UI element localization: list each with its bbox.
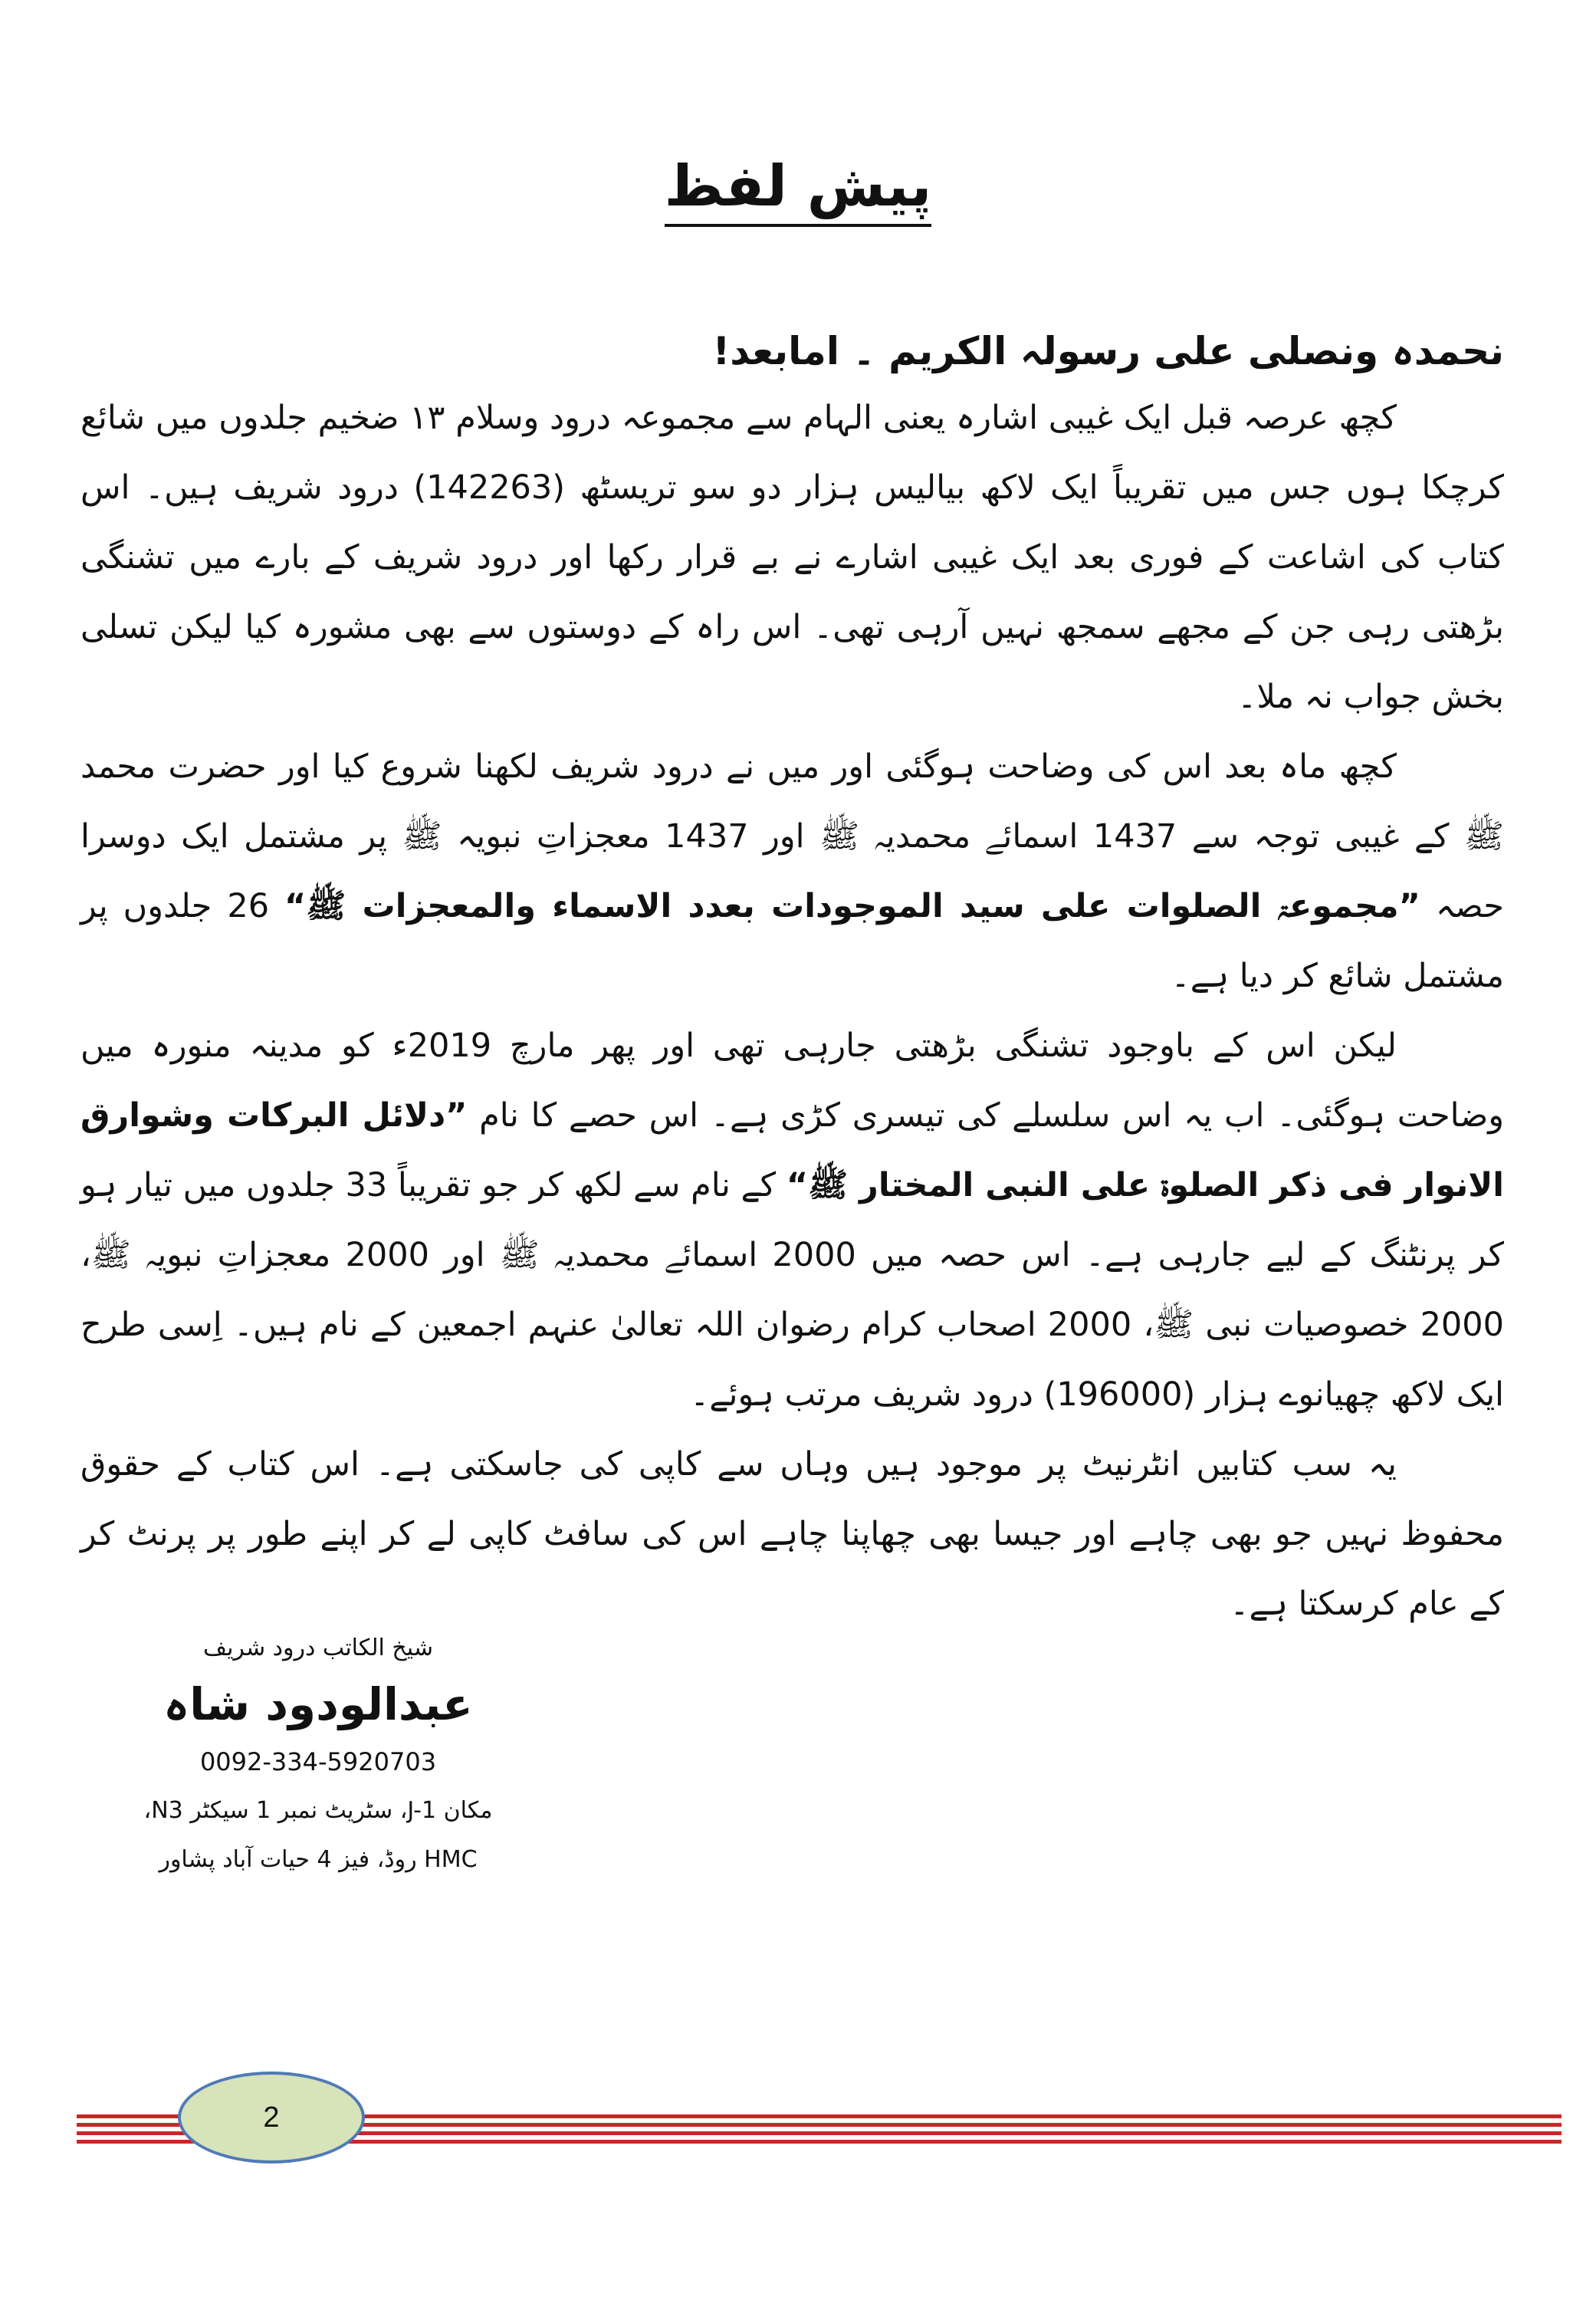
paragraph-2 xyxy=(80,732,1504,1011)
page-number-badge xyxy=(178,2072,365,2164)
paragraph-2-tail: 26 جلدوں پر مشتمل شائع کر دیا ہے۔ xyxy=(80,887,1504,995)
book-title-1: ”مجموعۃ الصلوات علی سید الموجودات بعدد الاسماء والمعجزات ﷺ“ xyxy=(284,887,1420,925)
signature-address-1: مکان J-1، سٹریٹ نمبر 1 سیکٹر N3، xyxy=(143,1797,493,1824)
signature-phone: 0092-334-5920703 xyxy=(199,1747,437,1776)
paragraph-3 xyxy=(80,1011,1504,1430)
paragraph-3-tail: کے نام سے لکھ کر جو تقریباً 33 جلدوں میں تیار ہو کر پرنٹنگ کے لیے جارہی ہے۔ اس حصہ میں 2000 اسمائے محمدیہ ﷺ اور 2000 معجزاتِ نبویہ ﷺ، xyxy=(80,1166,1504,1274)
paragraph-4: یہ سب کتابیں انٹرنیٹ پر موجود ہیں وہاں سے کاپی کی جاسکتی ہے۔ اس کتاب کے حقوق محفوظ نہیں جو بھی چاہے اور جیسا بھی چھاپنا چاہے اس کی سافٹ کاپی لے کر اپنے طور پر پرنٹ کر کے عام کرسکتا ہے۔ xyxy=(80,1445,1504,1623)
page-number: 2 xyxy=(263,2101,280,2134)
paragraph-3-text: لیکن اس کے باوجود تشنگی بڑھتی جارہی تھی اور پھر مارچ 2019ء کو مدینہ منورہ میں وضاحت ہوگئی۔ اب یہ اس سلسلے کی تیسری کڑی ہے۔ اس حصے کا نام xyxy=(80,1027,1504,1135)
signature-name: عبدالودود شاہ xyxy=(163,1678,473,1730)
body-text xyxy=(80,322,1504,1639)
heading-text: پیش لفظ xyxy=(665,153,932,227)
paragraph-2-text: کچھ ماہ بعد اس کی وضاحت ہوگئی اور میں نے درود شریف لکھنا شروع کیا اور حضرت محمد ﷺ کے غیبی توجہ سے 1437 اسمائے محمدیہ ﷺ اور 1437 معجزاتِ نبویہ ﷺ پر مشتمل ایک دوسرا حصہ xyxy=(80,748,1504,925)
page-title xyxy=(0,153,1596,227)
paragraph-1: کچھ عرصہ قبل ایک غیبی اشارہ یعنی الہام سے مجموعہ درود وسلام ۱۳ ضخیم جلدوں میں شائع کرچکا ہوں جس میں تقریباً ایک لاکھ بیالیس ہزار دو سو تریسٹھ (142263) درود شریف ہیں۔ اس کتاب کی اشاعت کے فوری بعد ایک غیبی اشارے نے بے قرار رکھا اور درود شریف کے بارے میں تشنگی بڑھتی رہی جن کے مجھے سمجھ نہیں آرہی تھی۔ اس راہ کے دوستوں سے بھی مشورہ کیا لیکن تسلی بخش جواب نہ ملا۔ xyxy=(80,399,1504,716)
paragraph-3-continued: 2000 خصوصیات نبی ﷺ، 2000 اصحاب کرام رضوان اللہ تعالیٰ عنہم اجمعین کے نام ہیں۔ اِسی طرح ایک لاکھ چھیانوے ہزار (196000) درود شریف مرتب ہوئے۔ xyxy=(80,1306,1505,1414)
opening-line: نحمدہ ونصلی علی رسولہ الکریم ۔ امابعد! xyxy=(712,329,1504,373)
signature-address-2: HMC روڈ، فیز 4 حیات آباد پشاور xyxy=(159,1846,478,1873)
signature-block xyxy=(138,1625,498,1884)
book-title-2: ”دلائل البرکات وشوارق الانوار فی ذکر الصلوۃ علی النبی المختار ﷺ“ xyxy=(80,1096,1505,1204)
signature-role: شیخ الکاتب درود شریف xyxy=(203,1635,433,1661)
